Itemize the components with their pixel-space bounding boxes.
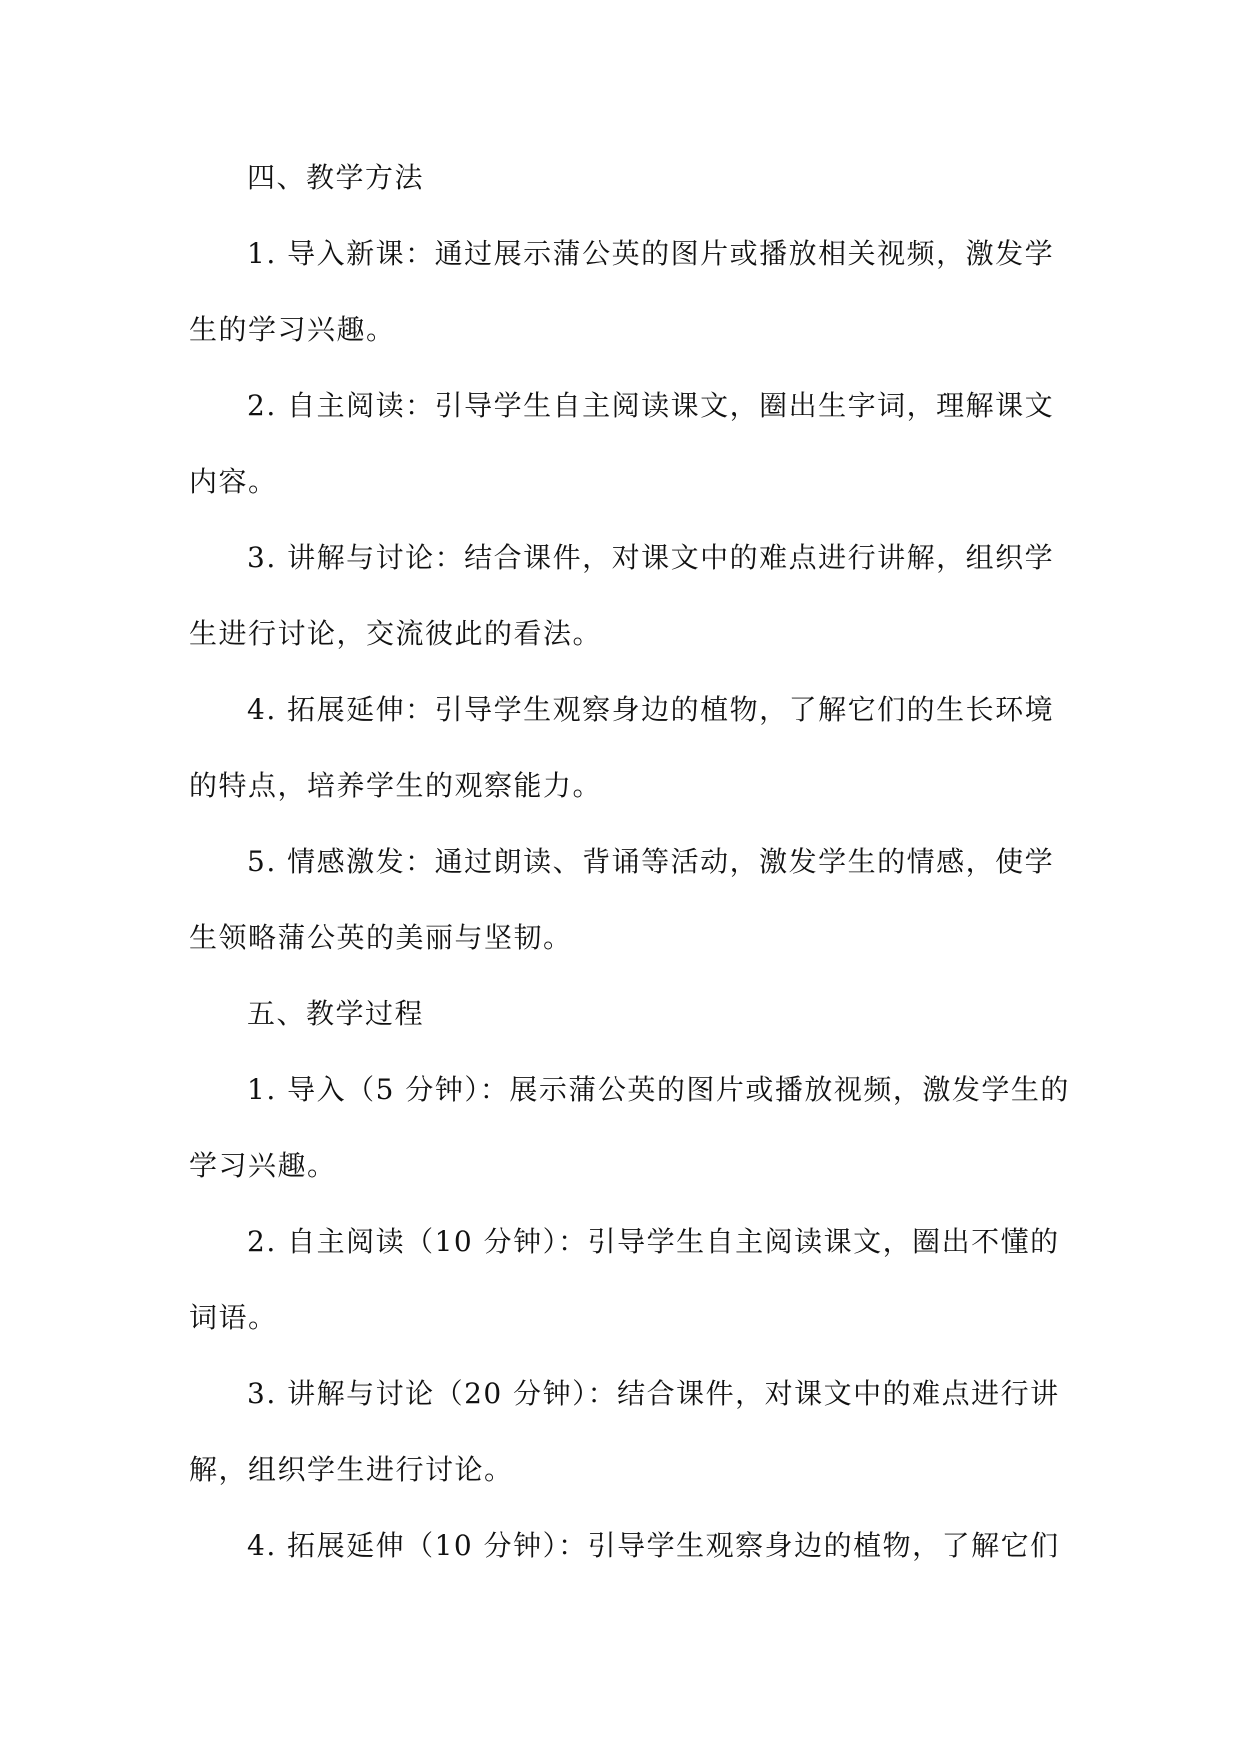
paragraph-line: 3. 讲解与讨论（20 分钟）：结合课件，对课文中的难点进行讲 [247, 1377, 1060, 1410]
paragraph-line: 1. 导入（5 分钟）：展示蒲公英的图片或播放视频，激发学生的 [247, 1073, 1070, 1106]
paragraph-line: 1. 导入新课：通过展示蒲公英的图片或播放相关视频，激发学 [247, 237, 1055, 270]
paragraph-line: 生领略蒲公英的美丽与坚韧。 [189, 921, 573, 954]
paragraph-line: 生进行讨论，交流彼此的看法。 [189, 617, 603, 650]
paragraph-line: 生的学习兴趣。 [189, 313, 396, 346]
paragraph-line: 2. 自主阅读：引导学生自主阅读课文，圈出生字词，理解课文 [247, 389, 1055, 422]
paragraph-line: 2. 自主阅读（10 分钟）：引导学生自主阅读课文，圈出不懂的 [247, 1225, 1060, 1258]
paragraph-line: 5. 情感激发：通过朗读、背诵等活动，激发学生的情感，使学 [247, 845, 1055, 878]
paragraph-line: 3. 讲解与讨论：结合课件，对课文中的难点进行讲解，组织学 [247, 541, 1055, 574]
paragraph-line: 学习兴趣。 [189, 1149, 337, 1182]
paragraph-line: 内容。 [189, 465, 278, 498]
document-body [189, 140, 1070, 1584]
paragraph-line: 的特点，培养学生的观察能力。 [189, 769, 603, 802]
paragraph-line: 4. 拓展延伸（10 分钟）：引导学生观察身边的植物，了解它们 [247, 1529, 1060, 1562]
section-heading-teaching-process: 五、教学过程 [247, 997, 425, 1030]
paragraph-line: 解，组织学生进行讨论。 [189, 1453, 514, 1486]
paragraph-line: 4. 拓展延伸：引导学生观察身边的植物，了解它们的生长环境 [247, 693, 1055, 726]
paragraph-line: 词语。 [189, 1301, 278, 1334]
section-heading-teaching-methods: 四、教学方法 [247, 161, 425, 194]
